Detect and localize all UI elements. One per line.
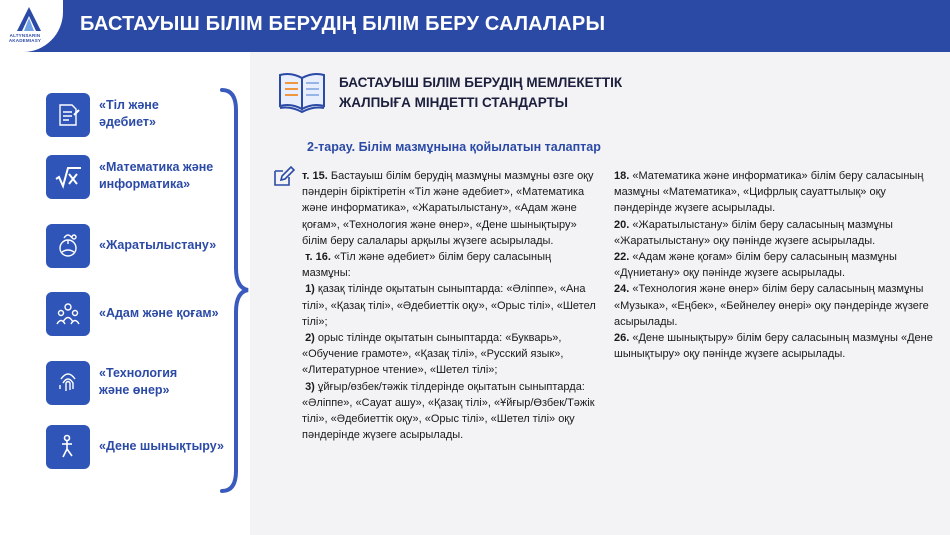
paragraph-text: Бастауыш білім берудің мазмұны мазмұны өзге оқу пәндерін біріктіретін «Тіл және әдебиет», «Математика және информатика», «Жаратылыстану», «Адам және қоғам», «Технология және өнер», «Дене шынықтыру» білім беру салалары арқылы жүзеге асырылады.	[302, 170, 594, 247]
item-number: 2)	[305, 332, 315, 345]
standard-title: БАСТАУЫШ БІЛІМ БЕРУДІҢ МЕМЛЕКЕТТІК ЖАЛПЫҒА МІНДЕТТІ СТАНДАРТЫ	[339, 75, 623, 110]
paragraph-text: «Тіл және әдебиет» білім беру саласының мазмұны:	[302, 251, 552, 280]
list-item-1	[302, 281, 602, 330]
paragraph-number: т. 15.	[302, 170, 328, 182]
paragraph-text: «Дене шынықтыру» білім беру саласының мазмұны «Дене шынықтыру» оқу пәнінде жүзеге асырылады.	[614, 332, 933, 361]
square-root-icon	[46, 155, 90, 199]
list-item-2	[302, 330, 602, 379]
area-label: «Дене шынықтыру»	[99, 439, 224, 453]
item-text: ұйғыр/өзбек/тәжік тілдерінде оқытатын сыныптарда: «Әліппе», «Сауат ашу», «Қазақ тілі», «Ұйғыр/Өзбек/Тәжік тілі», «Әдебиеттік оқу», «Орыс тілі», «Шетел тілі» оқу пәндерінде жүзеге асырылады.	[302, 380, 595, 442]
chapter-subheading: 2-тарау. Білім мазмұнына қойылатын талаптар	[307, 140, 601, 154]
item-text: қазақ тілінде оқытатын сыныптарда: «Әліппе», «Ана тілі», «Қазақ тілі», «Әдебиеттік оқу», «Орыс тілі», «Шетел тілі»;	[302, 283, 596, 328]
paragraph-number: 18.	[614, 170, 630, 182]
nature-icon	[46, 224, 90, 268]
logo-text: ALTYNSARIN AKADEMIASY	[8, 33, 42, 43]
edit-icon	[271, 165, 295, 189]
paragraph-text: «Адам және қоғам» білім беру саласының мазмұны «Дүниетану» оқу пәнінде жүзеге асырылады.	[614, 251, 897, 280]
standard-text-left	[302, 168, 602, 443]
area-label: «Математика және информатика»	[99, 160, 214, 191]
paragraph-number: 24.	[614, 283, 630, 296]
logo-mark-icon	[16, 6, 42, 32]
standard-text-right	[614, 168, 939, 362]
athlete-icon	[46, 425, 90, 469]
list-item-3	[302, 379, 602, 444]
paragraph-16	[302, 249, 602, 281]
paragraph-22	[614, 249, 939, 281]
item-text: орыс тілінде оқытатын сыныптарда: «Букварь», «Обучение грамоте», «Қазақ тілі», «Русский язык», «Литературное чтение», «Шетел тілі»;	[302, 332, 564, 377]
area-label: «Тіл және әдебиет»	[99, 98, 159, 129]
header-bar	[0, 0, 950, 52]
paragraph-text: «Жаратылыстану» білім беру саласының мазмұны «Жаратылыстану» оқу пәнінде жүзеге асырылады.	[614, 218, 893, 247]
area-label: «Жаратылыстану»	[99, 238, 217, 252]
book-icon	[277, 70, 327, 114]
logo[interactable]	[0, 0, 63, 52]
paragraph-number: 22.	[614, 251, 630, 264]
paragraph-15	[302, 168, 602, 249]
paragraph-number: 20.	[614, 218, 630, 231]
paragraph-text: «Технология және өнер» білім беру саласының мазмұны «Музыка», «Еңбек», «Бейнелеу өнері» оқу пәндерінде жүзеге асырылады.	[614, 283, 929, 328]
paragraph-18	[614, 168, 939, 217]
paragraph-number: 26.	[614, 332, 630, 345]
paragraph-number: т. 16.	[305, 251, 331, 264]
paragraph-text: «Математика және информатика» білім беру саласының мазмұны «Математика», «Цифрлық сауаттылық» оқу пәндерінде жүзеге асырылады.	[614, 170, 924, 215]
area-label: «Адам және қоғам»	[99, 306, 219, 320]
area-label: «Технология және өнер»	[99, 366, 178, 397]
page-title: БАСТАУЫШ БІЛІМ БЕРУДІҢ БІЛІМ БЕРУ САЛАЛАРЫ	[80, 13, 606, 35]
curly-brace-icon	[218, 88, 250, 493]
item-number: 3)	[305, 380, 315, 393]
paragraph-26	[614, 330, 939, 362]
paragraph-20	[614, 217, 939, 249]
paragraph-24	[614, 281, 939, 330]
people-icon	[46, 292, 90, 336]
item-number: 1)	[305, 283, 315, 296]
writing-icon	[46, 93, 90, 137]
fingerprint-icon	[46, 361, 90, 405]
